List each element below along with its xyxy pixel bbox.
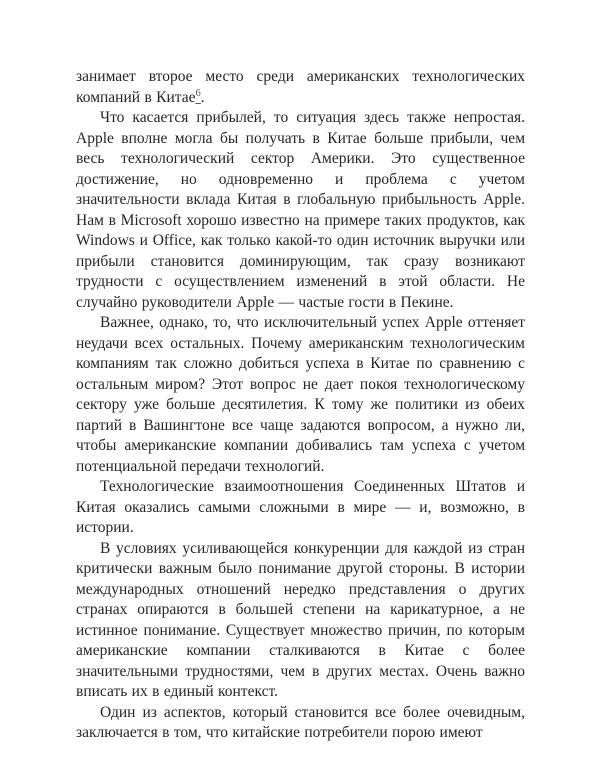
paragraph: Один из аспектов, который становится все более очевидным, заключается в том, что китайские потребители порою имеют [76, 703, 525, 741]
paragraph-text: . [200, 88, 205, 106]
paragraph [76, 67, 525, 108]
paragraph: В условиях усиливающейся конкуренции для каждой из стран критически важным было понимание другой стороны. В истории международных отношений нередко представления о других странах опираются в большей степени на карикатурное, а не истинное понимание. Существует множество причин, по которым американские компании сталкиваются в Китае с более значительными трудностями, чем в других местах. Очень важно вписать их в единый контекст. [76, 539, 525, 700]
footnote-marker: 6 [195, 87, 201, 99]
paragraph-text: занимает второе место среди американских технологических компаний в Китае [76, 68, 525, 106]
paragraph: Важнее, однако, то, что исключительный успех Apple оттеняет неудачи всех остальных. Почему американским технологическим компаниям так сложно добиться успеха в Китае по сравнению с остальным миром? Этот вопрос не дает покоя технологическому сектору уже больше десятилетия. К тому же политики из обеих партий в Вашингтоне все чаще задаются вопросом, а нужно ли, чтобы американские компании добивались там успеха с учетом потенциальной передачи технологий. [76, 314, 525, 475]
paragraph: Технологические взаимоотношения Соединенных Штатов и Китая оказались самыми сложными в мире — и, возможно, в истории. [76, 478, 525, 536]
paragraph: Что касается прибылей, то ситуация здесь также непростая. Apple вполне могла бы получать в Китае больше прибыли, чем весь технологический сектор Америки. Это существенное достижение, но одновременно и проблема с учетом значительности вклада Китая в глобальную прибыльность Apple. Нам в Microsoft хорошо известно на примере таких продуктов, как Windows и Office, как только какой-то один источник выручки или прибыли становится доминирующим, так сразу возникают трудности с осуществлением изменений в этой области. Не случайно руководители Apple — частые гости в Пекине. [76, 109, 525, 311]
